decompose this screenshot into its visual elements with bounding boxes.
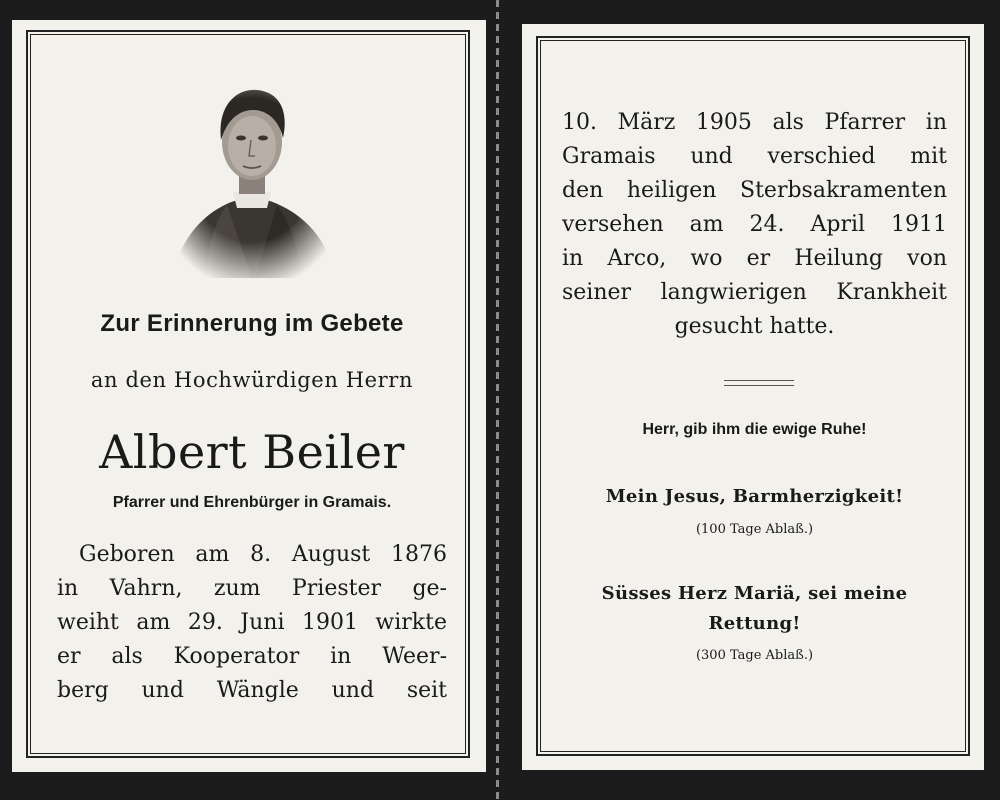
fold-line bbox=[496, 0, 499, 800]
biography-text bbox=[57, 538, 447, 708]
prayer-heart-of-mary bbox=[562, 579, 947, 639]
prayer-eternal-rest: Herr, gib ihm die ewige Ruhe! bbox=[642, 421, 867, 438]
portrait-photo bbox=[167, 80, 337, 280]
bio-line: seiner langwierigen Krankheit bbox=[562, 280, 947, 305]
left-card bbox=[12, 20, 486, 772]
prayer-line: Süsses Herz Mariä, sei meine bbox=[601, 583, 908, 604]
indulgence-note: (100 Tage Ablaß.) bbox=[695, 522, 814, 537]
biography-continuation bbox=[562, 106, 947, 344]
bio-line: Gramais und verschied mit bbox=[562, 144, 947, 169]
bio-line: den heiligen Sterbsakramenten bbox=[562, 178, 947, 203]
bio-line: in Vahrn, zum Priester ge- bbox=[57, 576, 447, 601]
bio-line: gesucht hatte. bbox=[674, 314, 835, 339]
bio-line: er als Kooperator in Weer- bbox=[57, 644, 447, 669]
prayer-line: Rettung! bbox=[708, 613, 801, 634]
bio-line: Geboren am 8. August 1876 bbox=[79, 542, 447, 567]
memorial-title: Zur Erinnerung im Gebete bbox=[100, 310, 404, 337]
bio-line: berg und Wängle und seit bbox=[57, 678, 447, 703]
double-rule-divider bbox=[724, 380, 794, 386]
bio-line: in Arco, wo er Heilung von bbox=[562, 246, 947, 271]
salutation: an den Hochwürdigen Herrn bbox=[90, 368, 414, 392]
indulgence-note: (300 Tage Ablaß.) bbox=[695, 648, 814, 663]
deceased-role: Pfarrer und Ehrenbürger in Gramais. bbox=[112, 494, 392, 511]
deceased-name: Albert Beiler bbox=[99, 425, 405, 479]
prayer-jesus-mercy: Mein Jesus, Barmherzigkeit! bbox=[605, 486, 904, 507]
bio-line: versehen am 24. April 1911 bbox=[562, 212, 947, 237]
bio-line: 10. März 1905 als Pfarrer in bbox=[562, 110, 947, 135]
right-card bbox=[522, 24, 984, 770]
bio-line: weiht am 29. Juni 1901 wirkte bbox=[57, 610, 447, 635]
